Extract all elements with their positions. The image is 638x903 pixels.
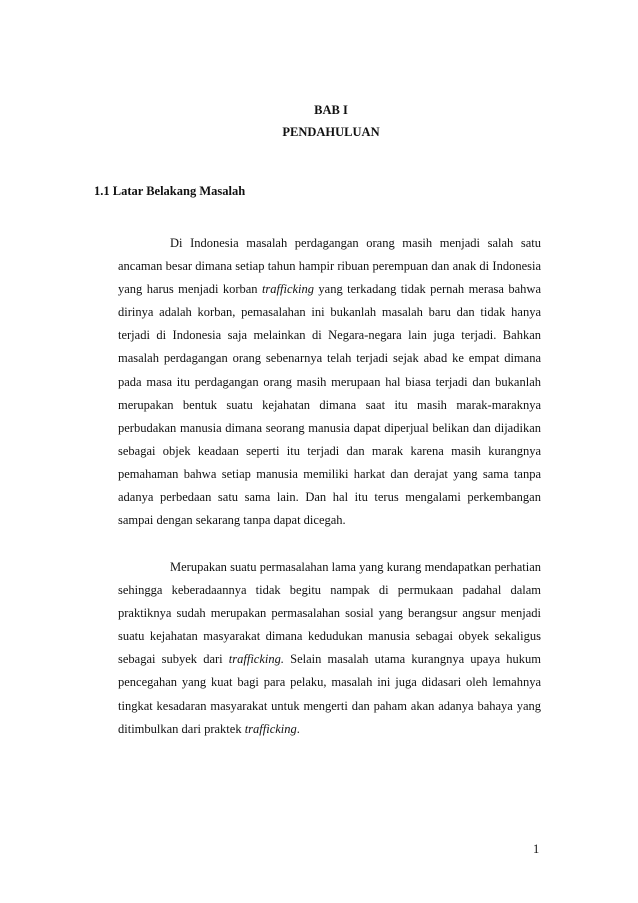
chapter-title: PENDAHULUAN xyxy=(282,125,380,139)
paragraph-text: . xyxy=(296,721,300,736)
page-number: 1 xyxy=(533,842,540,856)
paragraph-text: Merupakan suatu permasalahan lama yang kurang mendapatkan perhatian sehingga keberadaannya tidak begitu nampak di permukaan padahal dalam praktiknya sudah merupakan permasalahan sosial yang berangsur angsur menjadi suatu kejahatan masyarakat dimana kedudukan manusia sebagai obyek sekaligus sebagai subyek dari xyxy=(118,560,541,667)
italic-term: trafficking. xyxy=(228,652,284,667)
paragraph-2 xyxy=(118,556,541,741)
chapter-number: BAB I xyxy=(314,103,348,117)
italic-term: trafficking xyxy=(261,282,315,297)
paragraph-text: Selain masalah utama kurangnya upaya hukum pencegahan yang kuat bagi para pelaku, masalah ini juga didasari oleh lemahnya tingkat kesadaran masyarakat untuk mengerti dan paham akan adanya bahaya yang ditimbulkan dari praktek xyxy=(118,652,541,736)
italic-term: trafficking xyxy=(244,721,297,736)
section-heading: 1.1 Latar Belakang Masalah xyxy=(94,184,246,198)
paragraph-1 xyxy=(118,232,541,532)
paragraph-text: yang terkadang tidak pernah merasa bahwa dirinya adalah korban, pemasalahan ini bukanlah masalah baru dan tidak hanya terjadi di Indonesia saja melainkan di Negara-negara lain juga terjadi. Bahkan masalah perdagangan orang sebenarnya telah terjadi sejak abad ke empat dimana pada masa itu perdagangan orang masih merupaan hal biasa terjadi dan bukanlah merupakan bentuk suatu kejahatan dimana saat itu masih marak-maraknya perbudakan manusia dimana seorang manusia dapat diperjual belikan dan dijadikan sebagai objek keadaan seperti itu terjadi dan marak karena masih kurangnya pemahaman bahwa setiap manusia memiliki harkat dan derajat yang sama tanpa adanya perbedaan satu sama lain. Dan hal itu terus mengalami perkembangan sampai dengan sekarang tanpa dapat dicegah. xyxy=(118,282,541,528)
paragraph-text: Di Indonesia masalah perdagangan orang masih menjadi salah satu ancaman besar dimana setiap tahun hampir ribuan perempuan dan anak di Indonesia yang harus menjadi korban xyxy=(118,236,541,297)
